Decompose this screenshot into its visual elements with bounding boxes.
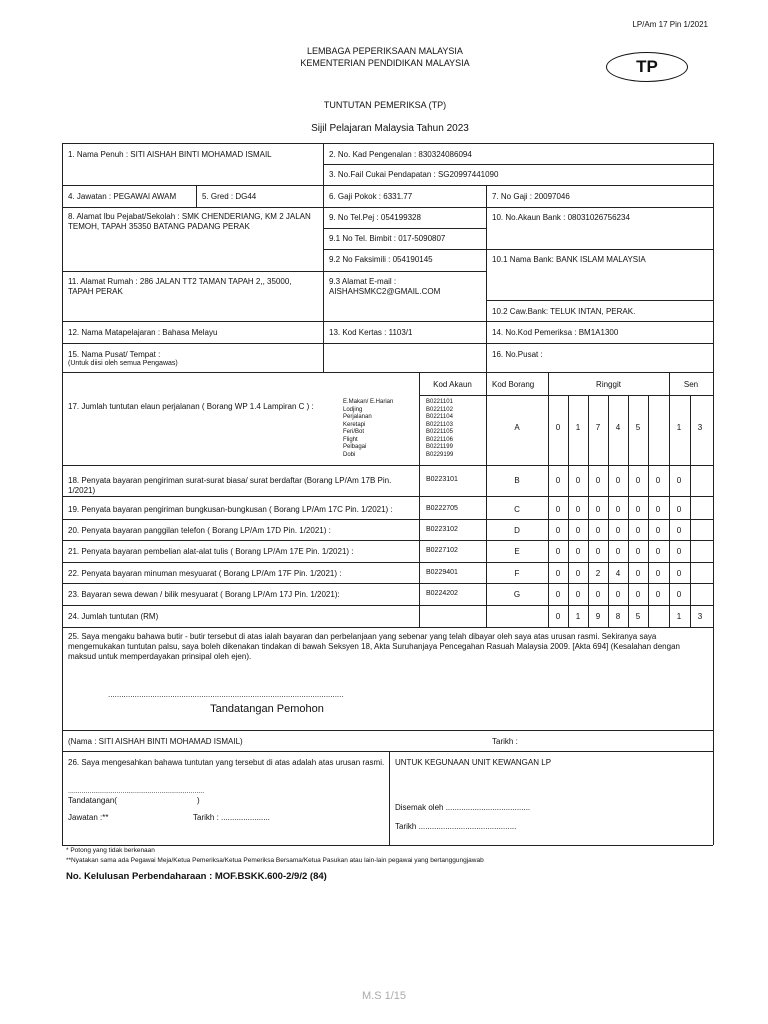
amount-digit: 0 (635, 569, 641, 578)
amount-digit: 0 (575, 505, 581, 514)
amount-digit: 0 (676, 547, 682, 556)
header-kod-akaun: Kod Akaun (433, 380, 472, 389)
amount-digit: 0 (676, 526, 682, 535)
amount-digit: 0 (555, 423, 561, 432)
amount-digit: 0 (655, 476, 661, 485)
amount-digit: 8 (615, 612, 621, 621)
page-number: M.S 1/15 (361, 990, 407, 1002)
subitem: Dobi (343, 451, 356, 458)
account-code: B0229199 (426, 451, 454, 458)
amount-digit: 0 (575, 590, 581, 599)
amount-digit: 0 (676, 505, 682, 514)
amount-digit: 0 (635, 526, 641, 535)
amount-digit: 0 (676, 476, 682, 485)
amount-digit: 0 (555, 569, 561, 578)
amount-digit: 0 (655, 526, 661, 535)
field-faksimili: 9.2 No Faksimili : 054190145 (329, 255, 433, 264)
subitem: Lodjing (343, 406, 363, 413)
claim-kod-akaun: B0223101 (426, 476, 458, 483)
amount-digit: 0 (655, 569, 661, 578)
header-sen: Sen (683, 380, 699, 389)
subitem: Keretapi (343, 421, 366, 428)
account-code: B0221102 (426, 406, 453, 413)
form-reference: LP/Am 17 Pin 1/2021 (632, 20, 708, 29)
amount-digit: 7 (595, 423, 601, 432)
total-label: 24. Jumlah tuntutan (RM) (68, 612, 159, 621)
claim-kod-akaun: B0222705 (426, 505, 458, 512)
field-nama-pusat: 15. Nama Pusat/ Tempat : (68, 350, 161, 359)
subitem: Pelbagai (343, 444, 367, 450)
amount-digit: 0 (555, 612, 561, 621)
item-17-codes (426, 399, 453, 459)
amount-digit: 1 (676, 423, 682, 432)
claim-borang: B (514, 476, 520, 485)
subitem: E.Makan/ E.Harian (343, 399, 394, 405)
field-no-gaji: 7. No Gaji : 20097046 (492, 192, 570, 201)
declaration-text: 25. Saya mengaku bahawa butir - butir tersebut di atas ialah bayaran dan perbelanjaan yang sebenar yang telah dibayar oleh saya atas urusan rasmi. Sekiranya saya mengemukakan tuntutan palsu, saya boleh dikenakan tindakan di bawah Seksyen 18, Akta Suruhanjaya Pencegahan Rasuah Malaysia 2009. [Akta 694] (Kesalahan dengan maksud untuk memperdayakan prinsipal oleh ejen). (68, 632, 680, 661)
field-tel-pejabat: 9. No Tel.Pej : 054199328 (329, 213, 421, 222)
field-gaji-pokok: 6. Gaji Pokok : 6331.77 (329, 192, 413, 201)
field-fail-cukai: 3. No.Fail Cukai Pendapatan : SG20997441090 (329, 170, 499, 179)
amount-digit: 4 (615, 423, 621, 432)
amount-digit: 0 (575, 569, 581, 578)
amount-digit: 0 (555, 547, 561, 556)
amount-digit: 0 (655, 547, 661, 556)
item-17-subitems (343, 399, 393, 459)
amount-digit: 0 (595, 590, 601, 599)
amount-digit: 0 (595, 476, 601, 485)
field-gred: 5. Gred : DG44 (202, 192, 257, 201)
subitem: Feri/Bot (343, 429, 365, 435)
verification-text: 26. Saya mengesahkan bahawa tuntutan yang tersebut di atas adalah atas urusan rasmi. (68, 758, 385, 767)
amount-digit: 0 (555, 476, 561, 485)
amount-digit: 0 (575, 476, 581, 485)
amount-digit: 2 (595, 569, 601, 578)
header-kod-borang: Kod Borang (492, 380, 535, 389)
amount-digit: 0 (635, 476, 641, 485)
amount-digit: 0 (555, 526, 561, 535)
field-nama-pusat-note: (Untuk diisi oleh semua Pengawas) (68, 360, 178, 367)
form-title: TUNTUTAN PEMERIKSA (TP) (323, 100, 447, 110)
approval-number: No. Kelulusan Perbendaharaan : MOF.BSKK.600-2/9/2 (84) (66, 871, 327, 882)
account-code: B0221104 (426, 414, 453, 420)
amount-digit: 0 (595, 547, 601, 556)
field-jawatan: 4. Jawatan : PEGAWAI AWAM (68, 192, 177, 201)
note-position: **Nyatakan sama ada Pegawai Meja/Ketua Pemeriksa/Ketua Pemeriksa Bersama/Ketua Pasukan atau lain-lain pegawai yang bertanggungjawab (66, 857, 484, 864)
amount-digit: 1 (575, 612, 581, 621)
verifier-signature-line: ...................................................................... (68, 788, 205, 795)
claim-label: 18. Penyata bayaran pengiriman surat-surat biasa/ surat berdaftar (Borang LP/Am 17B Pin. 1/2021) (68, 476, 392, 495)
applicant-name: (Nama : SITI AISHAH BINTI MOHAMAD ISMAIL) (68, 737, 243, 746)
field-email-label: 9.3 Alamat E-mail : (329, 277, 397, 286)
claim-kod-akaun: B0224202 (426, 590, 458, 597)
field-no-pusat: 16. No.Pusat : (492, 350, 543, 359)
claim-borang: G (513, 590, 521, 599)
amount-digit: 0 (615, 547, 621, 556)
field-kod-kertas: 13. Kod Kertas : 1103/1 (329, 328, 413, 337)
account-code: B0221103 (426, 421, 453, 428)
amount-digit: 1 (676, 612, 682, 621)
exam-title: Sijil Pelajaran Malaysia Tahun 2023 (311, 123, 469, 134)
account-code: B0221199 (426, 444, 453, 450)
header-ringgit: Ringgit (596, 380, 621, 389)
org-line-1: LEMBAGA PEPERIKSAAN MALAYSIA (307, 46, 463, 56)
claim-borang: F (514, 569, 520, 578)
field-alamat-rumah: 11. Alamat Rumah : 286 JALAN TT2 TAMAN TAPAH 2,, 35000, TAPAH PERAK (68, 277, 292, 296)
claim-label: 22. Penyata bayaran minuman mesyuarat ( Borang LP/Am 17F Pin. 1/2021) : (68, 569, 342, 578)
claim-borang: D (514, 526, 520, 535)
amount-digit: 0 (676, 590, 682, 599)
amount-digit: 0 (595, 505, 601, 514)
tp-badge: TP (606, 52, 688, 82)
amount-digit: 0 (635, 505, 641, 514)
field-cawangan-bank: 10.2 Caw.Bank: TELUK INTAN, PERAK. (492, 307, 636, 316)
field-akaun-bank: 10. No.Akaun Bank : 08031026756234 (492, 213, 630, 222)
field-tel-bimbit: 9.1 No Tel. Bimbit : 017-5090807 (329, 234, 446, 243)
account-code: B0221101 (426, 399, 453, 405)
finance-checked-by: Disemak oleh ...................................... (395, 803, 531, 812)
claim-label: 23. Bayaran sewa dewan / bilik mesyuarat ( Borang LP/Am 17J Pin. 1/2021): (68, 590, 340, 599)
amount-digit: 9 (595, 612, 601, 621)
amount-digit: 3 (697, 612, 703, 621)
finance-title: UNTUK KEGUNAAN UNIT KEWANGAN LP (395, 758, 552, 767)
note-strike: * Potong yang tidak berkenaan (66, 847, 155, 854)
item-17-label: 17. Jumlah tuntutan elaun perjalanan ( Borang WP 1.4 Lampiran C ) : (68, 402, 314, 411)
verifier-signature: Tandatangan( ) (68, 796, 200, 805)
field-nama-penuh: 1. Nama Penuh : SITI AISHAH BINTI MOHAMAD ISMAIL (68, 150, 272, 159)
account-code: B0221106 (426, 436, 453, 443)
amount-digit: 0 (676, 569, 682, 578)
amount-digit: 0 (635, 590, 641, 599)
field-kod-pemeriksa: 14. No.Kod Pemeriksa : BM1A1300 (492, 328, 619, 337)
subitem: Perjalanan (343, 414, 372, 420)
amount-digit: 4 (615, 569, 621, 578)
field-matapelajaran: 12. Nama Matapelajaran : Bahasa Melayu (68, 328, 218, 337)
claim-label: 19. Penyata bayaran pengiriman bungkusan-bungkusan ( Borang LP/Am 17C Pin. 1/2021) : (68, 505, 393, 514)
amount-digit: 0 (635, 547, 641, 556)
amount-digit: 1 (575, 423, 581, 432)
field-kad-pengenalan: 2. No. Kad Pengenalan : 830324086094 (329, 150, 472, 159)
field-nama-bank: 10.1 Nama Bank: BANK ISLAM MALAYSIA (492, 255, 646, 264)
field-alamat-pejabat: 8. Alamat Ibu Pejabat/Sekolah : SMK CHENDERIANG, KM 2 JALAN TEMOH, TAPAH 35350 BATANG PADANG PERAK (68, 212, 311, 231)
amount-digit: 5 (635, 423, 641, 432)
org-line-2: KEMENTERIAN PENDIDIKAN MALAYSIA (300, 58, 470, 68)
amount-digit: 3 (697, 423, 703, 432)
account-code: B0221105 (426, 429, 453, 435)
finance-date: Tarikh ............................................ (395, 822, 517, 831)
amount-digit: 0 (575, 526, 581, 535)
item-17-borang: A (514, 423, 520, 432)
claim-label: 20. Penyata bayaran panggilan telefon ( Borang LP/Am 17D Pin. 1/2021) : (68, 526, 331, 535)
amount-digit: 0 (595, 526, 601, 535)
amount-digit: 0 (655, 590, 661, 599)
amount-digit: 0 (615, 476, 621, 485)
claim-kod-akaun: B0229401 (426, 569, 458, 576)
amount-digit: 0 (575, 547, 581, 556)
claim-kod-akaun: B0223102 (426, 526, 458, 533)
applicant-date: Tarikh : (492, 737, 518, 746)
amount-digit: 0 (555, 505, 561, 514)
claim-borang: E (514, 547, 520, 556)
claim-label: 21. Penyata bayaran pembelian alat-alat tulis ( Borang LP/Am 17E Pin. 1/2021) : (68, 547, 354, 556)
verifier-date: Tarikh : ...................... (193, 813, 270, 822)
amount-digit: 0 (555, 590, 561, 599)
verifier-position: Jawatan :** (68, 813, 109, 822)
signature-label: Tandatangan Pemohon (210, 703, 324, 715)
subitem: Flight (343, 436, 358, 443)
signature-line: .......................................................................................................... (108, 690, 344, 699)
claim-kod-akaun: B0227102 (426, 547, 458, 554)
amount-digit: 0 (615, 526, 621, 535)
amount-digit: 0 (615, 505, 621, 514)
amount-digit: 5 (635, 612, 641, 621)
amount-digit: 0 (655, 505, 661, 514)
amount-digit: 0 (615, 590, 621, 599)
claim-borang: C (514, 505, 520, 514)
field-email-value: AISHAHSMKC2@GMAIL.COM (329, 287, 441, 296)
